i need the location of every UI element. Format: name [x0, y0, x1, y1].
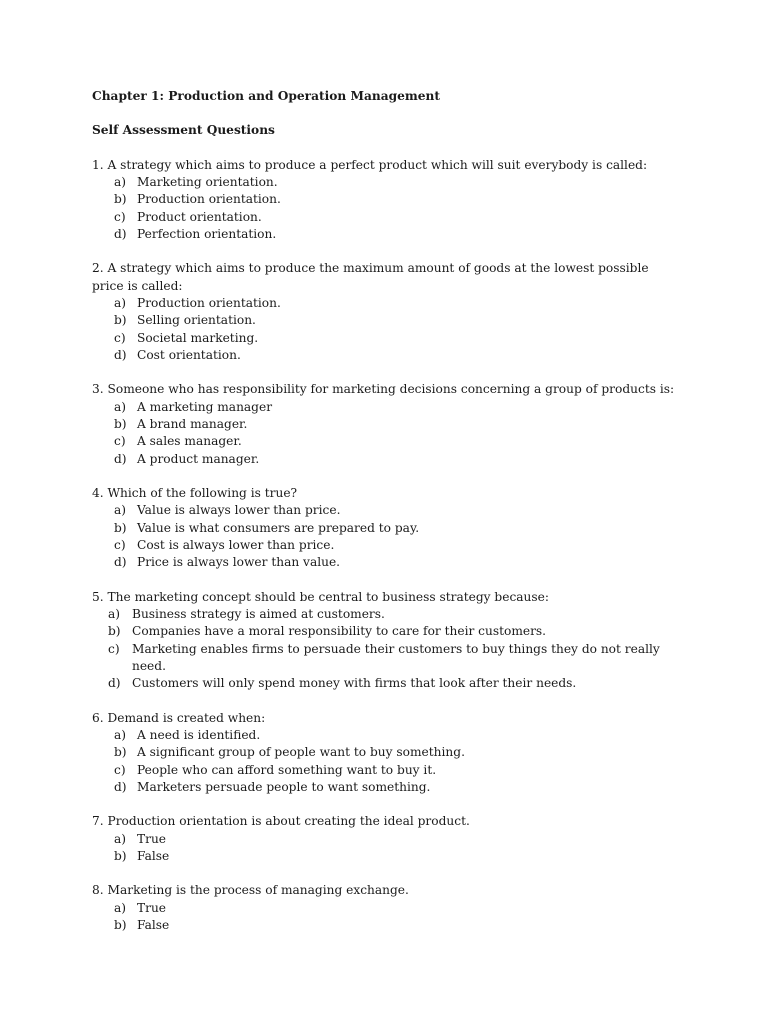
- option-a: [92, 606, 682, 623]
- options-list: [92, 399, 682, 468]
- option-text: Marketing enables firms to persuade their customers to buy things they do not really need.: [132, 641, 660, 673]
- option-text: Value is always lower than price.: [137, 503, 341, 518]
- option-letter: b): [114, 745, 127, 760]
- option-a: [92, 831, 682, 848]
- question-1: [92, 157, 682, 243]
- option-letter: c): [114, 434, 126, 449]
- options-list: [92, 606, 682, 692]
- question-text: 5. The marketing concept should be central to business strategy because:: [92, 589, 549, 604]
- option-d: [92, 675, 682, 692]
- option-c: [92, 209, 682, 226]
- question-text: 2. A strategy which aims to produce the maximum amount of goods at the lowest possible price is called:: [92, 261, 649, 293]
- option-text: A need is identified.: [137, 728, 261, 743]
- question-7: [92, 813, 682, 865]
- option-text: Production orientation.: [137, 296, 281, 311]
- options-list: [92, 295, 682, 364]
- option-d: [92, 779, 682, 796]
- options-list: [92, 727, 682, 796]
- option-c: [92, 641, 682, 676]
- question-text: 1. A strategy which aims to produce a perfect product which will suit everybody is called:: [92, 157, 648, 172]
- option-text: Marketing orientation.: [137, 175, 278, 190]
- option-d: [92, 347, 682, 364]
- option-letter: a): [114, 503, 127, 518]
- option-text: False: [137, 849, 170, 863]
- option-letter: c): [114, 209, 126, 224]
- option-letter: a): [114, 399, 127, 414]
- chapter-title: Chapter 1: Production and Operation Management: [92, 89, 441, 103]
- question-text: 4. Which of the following is true?: [92, 486, 298, 501]
- option-text: A product manager.: [137, 451, 260, 466]
- option-text: Selling orientation.: [137, 313, 256, 328]
- option-letter: c): [114, 330, 126, 345]
- option-text: Marketers persuade people to want something.: [137, 779, 431, 794]
- option-a: [92, 502, 682, 519]
- option-text: Price is always lower than value.: [137, 555, 341, 570]
- option-c: [92, 433, 682, 450]
- option-letter: d): [114, 555, 127, 570]
- option-text: Customers will only spend money with firms that look after their needs.: [132, 676, 577, 691]
- option-a: [92, 727, 682, 744]
- option-b: [92, 312, 682, 329]
- option-letter: c): [114, 762, 126, 777]
- option-text: False: [137, 918, 170, 933]
- option-text: A significant group of people want to buy something.: [137, 745, 465, 760]
- option-letter: c): [114, 537, 126, 552]
- option-a: [92, 399, 682, 416]
- option-letter: b): [114, 313, 127, 328]
- option-text: Production orientation.: [137, 192, 281, 207]
- options-list: [92, 831, 682, 866]
- option-c: [92, 537, 682, 554]
- option-letter: b): [108, 624, 121, 639]
- option-c: [92, 762, 682, 779]
- option-letter: a): [114, 175, 127, 190]
- option-b: [92, 416, 682, 433]
- option-letter: a): [114, 728, 127, 743]
- option-letter: d): [114, 226, 127, 241]
- option-text: Societal marketing.: [137, 330, 259, 345]
- option-letter: a): [114, 900, 127, 915]
- option-b: [92, 917, 682, 934]
- option-text: Cost orientation.: [137, 347, 241, 362]
- option-letter: b): [114, 417, 127, 432]
- option-letter: a): [114, 831, 127, 846]
- option-letter: a): [108, 607, 121, 622]
- option-text: Companies have a moral responsibility to care for their customers.: [132, 624, 547, 639]
- option-c: [92, 330, 682, 347]
- option-letter: b): [114, 520, 127, 535]
- option-text: A brand manager.: [137, 417, 248, 432]
- option-b: [92, 744, 682, 761]
- option-letter: d): [114, 451, 127, 466]
- option-letter: d): [114, 779, 127, 794]
- question-text: 8. Marketing is the process of managing exchange.: [92, 883, 409, 898]
- option-letter: d): [108, 676, 121, 691]
- option-d: [92, 226, 682, 243]
- option-text: People who can afford something want to buy it.: [137, 762, 437, 777]
- option-b: [92, 520, 682, 537]
- question-6: [92, 710, 682, 796]
- option-text: Product orientation.: [137, 209, 262, 224]
- option-d: [92, 451, 682, 468]
- option-b: [92, 848, 682, 865]
- option-text: Cost is always lower than price.: [137, 537, 335, 552]
- question-text: 7. Production orientation is about creating the ideal product.: [92, 814, 470, 829]
- question-3: [92, 381, 682, 467]
- option-letter: a): [114, 296, 127, 311]
- options-list: [92, 900, 682, 935]
- question-text: 3. Someone who has responsibility for marketing decisions concerning a group of products is:: [92, 382, 675, 397]
- question-8: [92, 882, 682, 934]
- option-text: True: [137, 831, 167, 846]
- document-page: [92, 88, 682, 934]
- option-letter: b): [114, 849, 127, 863]
- section-title: Self Assessment Questions: [92, 123, 275, 138]
- option-text: Value is what consumers are prepared to pay.: [137, 520, 420, 535]
- option-text: A marketing manager: [137, 399, 273, 414]
- options-list: [92, 502, 682, 571]
- question-5: [92, 589, 682, 693]
- option-text: True: [137, 900, 167, 915]
- option-a: [92, 295, 682, 312]
- option-a: [92, 174, 682, 191]
- question-text: 6. Demand is created when:: [92, 710, 266, 725]
- option-letter: d): [114, 347, 127, 362]
- question-4: [92, 485, 682, 571]
- option-text: A sales manager.: [137, 434, 242, 449]
- option-letter: c): [108, 641, 120, 656]
- option-letter: b): [114, 192, 127, 207]
- option-letter: b): [114, 918, 127, 933]
- option-a: [92, 900, 682, 917]
- question-2: [92, 260, 682, 364]
- option-b: [92, 191, 682, 208]
- option-b: [92, 623, 682, 640]
- option-text: Business strategy is aimed at customers.: [132, 607, 385, 622]
- options-list: [92, 174, 682, 243]
- option-d: [92, 554, 682, 571]
- option-text: Perfection orientation.: [137, 226, 277, 241]
